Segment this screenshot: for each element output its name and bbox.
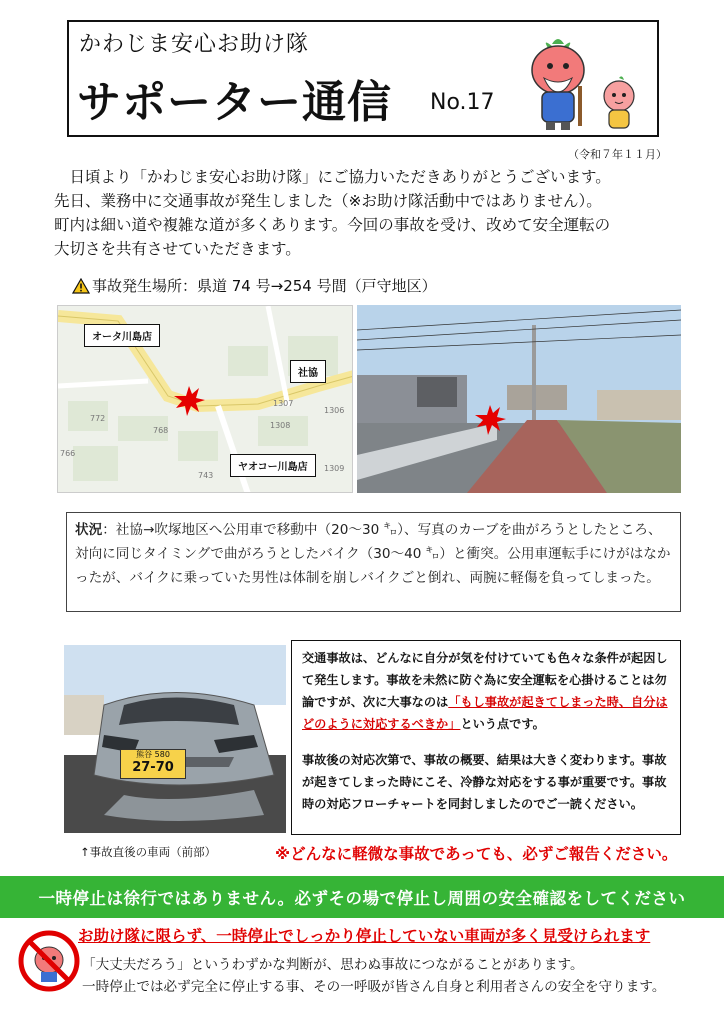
closing-line: 「大丈夫だろう」というわずかな判断が、思わぬ事故につながることがあります。	[82, 957, 584, 973]
mascot-child-icon	[598, 74, 640, 134]
status-label: 状況	[75, 522, 103, 538]
plate-region: 熊谷 580	[136, 750, 170, 759]
issue-number: No.17	[430, 90, 495, 115]
location-text: 事故発生場所：県道 74 号→254 号間（戸守地区）	[92, 277, 437, 295]
advice-box	[291, 640, 681, 835]
organization-name: かわじま安心お助け隊	[79, 32, 310, 57]
mascot-elder-icon	[522, 34, 594, 134]
intro-line: 日頃より「かわじま安心お助け隊」にご協力いただきありがとうございます。	[54, 168, 611, 186]
accident-site-photo	[357, 305, 681, 493]
intro-line: 大切さを共有させていただきます。	[54, 240, 301, 258]
stop-banner: 一時停止は徐行ではありません。必ずその場で停止し周囲の安全確認をしてください	[0, 876, 724, 918]
damaged-car-photo	[64, 645, 286, 833]
accident-location	[72, 275, 437, 298]
advice-highlight: 「もし事故が起きてしまった時、自分はどのように対応するべきか」	[302, 695, 668, 731]
map-number: 1307	[273, 399, 294, 408]
accident-status	[66, 512, 681, 612]
car-caption: ↑事故直後の車両（前部）	[80, 845, 217, 859]
advice-text: 交通事故は、どんなに自分が気を付けていても色々な条件が起因して発生します。事故を未然に防ぐ為に安全運転を心掛けることは勿論ですが、次に大事なのは	[302, 651, 668, 709]
warning-line: お助け隊に限らず、一時停止でしっかり停止していない車両が多く見受けられます	[78, 927, 651, 945]
advice-paragraph: 事故後の対応次第で、事故の概要、結果は大きく変わります。事故が起きてしまった時にこそ、冷静な対応をする事が重要です。事故時の対応フローチャートを同封しましたのでご一読ください。	[302, 753, 667, 811]
intro-text	[54, 165, 680, 261]
map-callout-shakyo: 社協	[290, 360, 326, 383]
plate-number: 27-70	[132, 760, 174, 775]
map-number: 1309	[324, 464, 345, 473]
intro-line: 先日、業務中に交通事故が発生しました（※お助け隊活動中ではありません）。	[54, 192, 602, 210]
advice-paragraph	[302, 647, 670, 735]
warning-icon	[72, 278, 90, 298]
issue-date: （令和７年１１月）	[568, 148, 667, 161]
map-callout-store1: オータ川島店	[84, 324, 160, 347]
closing-text	[82, 954, 665, 998]
accident-map	[57, 305, 353, 493]
map-number: 772	[90, 414, 106, 423]
newsletter-title: サポーター通信	[77, 77, 392, 128]
map-number: 1308	[270, 421, 291, 430]
map-number: 743	[198, 471, 214, 480]
no-entry-mascot-icon	[18, 930, 80, 992]
report-notice: ※どんなに軽微な事故であっても、必ずご報告ください。	[275, 845, 678, 863]
license-plate	[120, 749, 186, 779]
closing-line: 一時停止では必ず完全に停止する事、その一呼吸が皆さん自身と利用者さんの安全を守ります。	[82, 979, 666, 995]
map-callout-store2: ヤオコー川島店	[230, 454, 316, 477]
map-number: 766	[60, 449, 76, 458]
map-number: 1306	[324, 406, 345, 415]
intro-line: 町内は細い道や複雑な道が多くあります。今回の事故を受け、改めて安全運転の	[54, 216, 611, 234]
map-number: 768	[153, 426, 169, 435]
status-text: ：社協→吹塚地区へ公用車で移動中（20～30 ㌔）、写真のカーブを曲がろうとしたところ、対向に同じタイミングで曲がろうとしたバイク（30～40 ㌔）と衝突。公用車運転手にけがはなかったが、バイクに乗っていた男性は体制を崩しバイクごと倒れ、両腕に軽傷を負ってしまった。	[75, 522, 671, 586]
advice-text: という点です。	[460, 717, 545, 731]
